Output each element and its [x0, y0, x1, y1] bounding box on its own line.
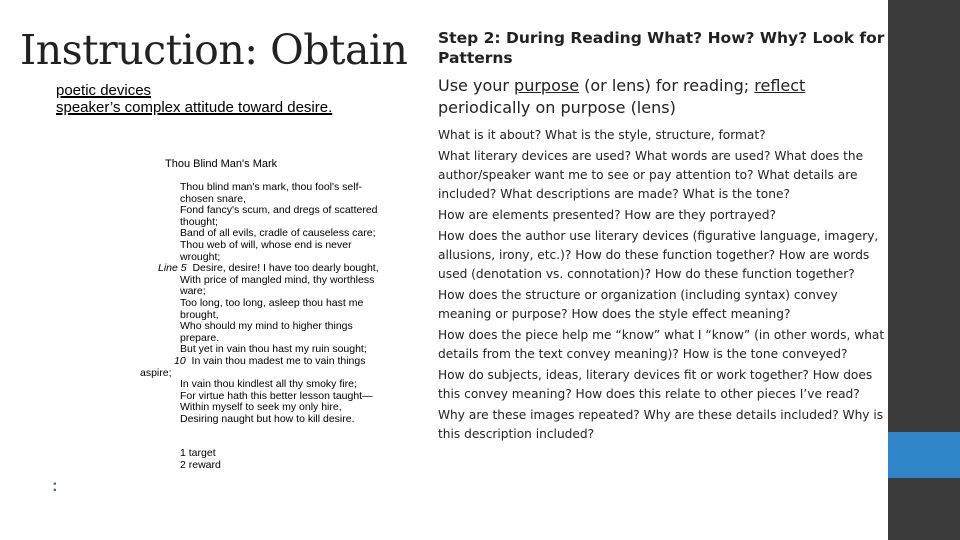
line-number: 10 [174, 354, 186, 367]
sidebar-accent [888, 432, 960, 478]
guiding-question: How does the structure or organization (including syntax) convey meaning or purpose? How does the style effect meaning? [438, 288, 838, 321]
poem-line: Thou web of will, whose end is never [180, 238, 352, 251]
guiding-question: What literary devices are used? What words are used? What does the author/speaker want me to see or pay attention to? What details are included? What descriptions are made? What is the tone? [438, 149, 864, 201]
purpose-line [438, 75, 890, 119]
poem-line: Desiring naught but how to kill desire. [180, 412, 355, 425]
slide-title: Instruction: Obtain [20, 26, 408, 74]
reflect-keyword: reflect [754, 76, 806, 95]
guiding-question: How does the piece help me “know” what I “know” (in other words, what details from the text convey meaning)? How is the tone conveyed? [438, 328, 885, 361]
colon-marker: : [52, 476, 58, 495]
poem-line-text: In vain thou madest me to vain things [191, 354, 366, 367]
purpose-text: Use your [438, 76, 515, 95]
guiding-question: What is it about? What is the style, structure, format? [438, 128, 766, 142]
purpose-text: (or lens) for reading; [579, 76, 755, 95]
poem-line: But yet in vain thou hast my ruin sought; [180, 343, 367, 356]
poem-line-text: Desire, desire! I have too dearly bought, [192, 262, 379, 275]
line-number: Line 5 [158, 262, 187, 275]
question-list [438, 126, 890, 444]
poem-line: thought; [180, 215, 218, 228]
poem-line: aspire; [140, 366, 172, 379]
footnotes [180, 447, 221, 471]
poem-line: For virtue hath this better lesson taught— [180, 389, 373, 402]
step-heading: Step 2: During Reading What? How? Why? Look for Patterns [438, 29, 885, 67]
poem-title: Thou Blind Man's Mark [165, 158, 278, 170]
guiding-question: Why are these images repeated? Why are these details included? Why is this description included? [438, 408, 884, 441]
purpose-keyword: purpose [514, 76, 580, 95]
poem-line-10 [140, 356, 400, 368]
poem-line: With price of mangled mind, thy worthless [180, 273, 375, 286]
footnote: 2 reward [180, 459, 221, 471]
guiding-question: How are elements presented? How are they portrayed? [438, 208, 776, 222]
poem-line: Band of all evils, cradle of causeless care; [180, 227, 376, 240]
poem-line: ware; [180, 285, 206, 298]
poem-line: brought, [180, 308, 219, 321]
objective-speaker-attitude: speaker’s complex attitude toward desire. [56, 99, 333, 116]
objective-list [56, 82, 346, 116]
poem-text [140, 182, 400, 425]
footnote: 1 target [180, 447, 216, 459]
objective-poetic-devices: poetic devices [56, 82, 152, 99]
guiding-question: How do subjects, ideas, literary devices fit or work together? How does this convey meaning? How does this relate to other pieces I’ve read? [438, 368, 873, 401]
poem-line: Who should my mind to higher things [180, 320, 353, 333]
poem-line: Thou blind man's mark, thou fool's self- [180, 181, 363, 193]
poem-line-5 [140, 263, 400, 275]
poem-line: prepare. [180, 331, 220, 344]
poem-line: Too long, too long, asleep thou hast me [180, 296, 364, 309]
reading-guide [438, 28, 890, 444]
poem-line: Within myself to seek my only hire, [180, 401, 342, 414]
poem-line: chosen snare, [180, 192, 246, 205]
poem-line: Fond fancy's scum, and dregs of scattered [180, 204, 378, 217]
poem-line: wrought; [180, 250, 221, 263]
poem-line: In vain thou kindlest all thy smoky fire; [180, 378, 357, 391]
purpose-text: periodically on purpose (lens) [438, 98, 676, 117]
guiding-question: How does the author use literary devices (figurative language, imagery, allusions, irony, etc.)? How do these function together? How are words used (denotation vs. connotation)? How do these function together? [438, 229, 879, 281]
